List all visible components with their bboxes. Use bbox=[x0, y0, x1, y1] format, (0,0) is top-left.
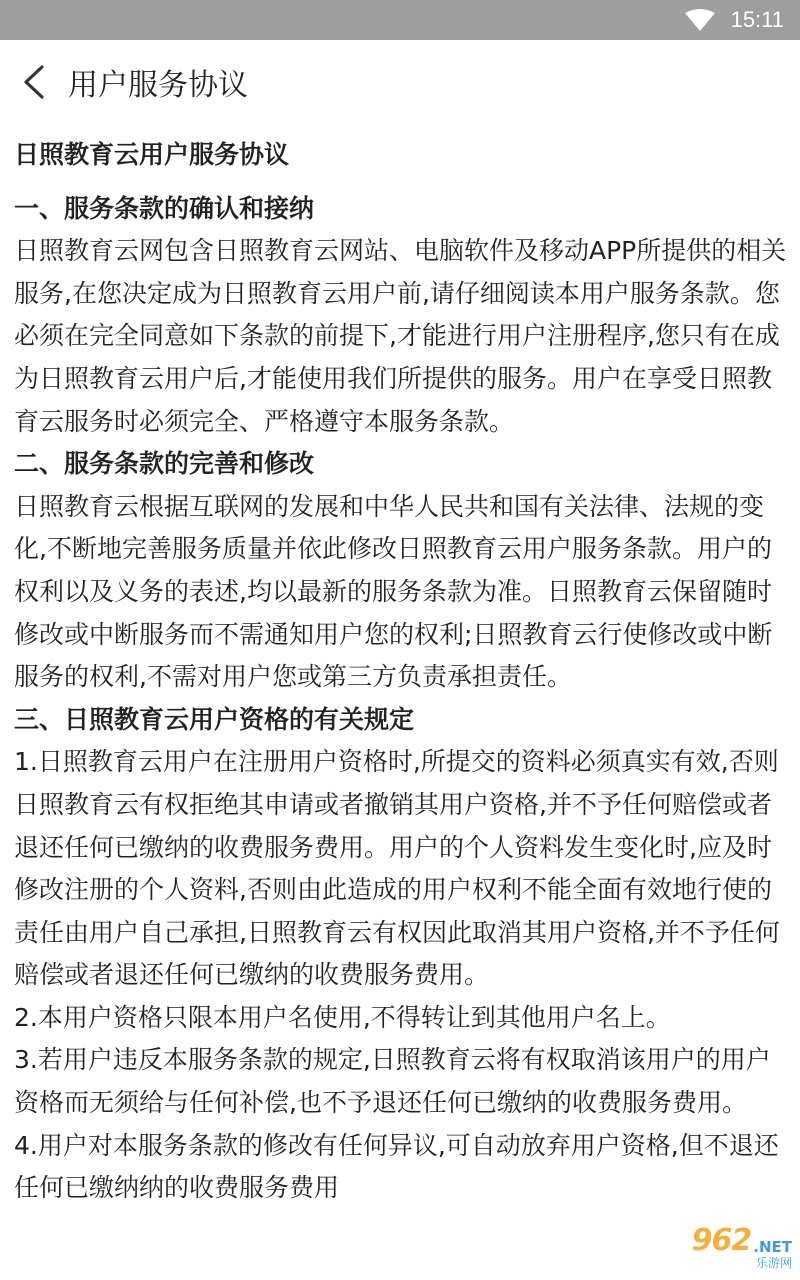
section-3-item-2: 2.本用户资格只限本用户名使用,不得转让到其他用户名上。 bbox=[14, 1002, 671, 1032]
section-heading-1: 一、服务条款的确认和接纳 bbox=[14, 193, 315, 223]
back-button[interactable] bbox=[4, 40, 64, 124]
section-3-item-1: 1.日照教育云用户在注册用户资格时,所提交的资料必须真实有效,否则日照教育云有权拒绝其申请或者撤销其用户资格,并不予任何赔偿或者退还任何已缴纳的收费服务费用。用户的个人资料发生变化时,应及时修改注册的个人资料,否则由此造成的用户权利不能全面有效地行使的责任由用户自己承担,日照教育云有权因此取消其用户资格,并不予任何赔偿或者退还任何已缴纳的收费服务费用。 bbox=[14, 747, 780, 990]
watermark-suffix: .NET bbox=[753, 1238, 792, 1256]
page-title: 用户服务协议 bbox=[68, 68, 248, 103]
watermark-number: 962 bbox=[691, 1223, 752, 1258]
status-bar bbox=[0, 0, 800, 40]
section-heading-3: 三、日照教育云用户资格的有关规定 bbox=[14, 704, 415, 734]
toolbar bbox=[0, 40, 800, 124]
wifi-icon bbox=[685, 9, 715, 31]
status-time: 15:11 bbox=[730, 7, 784, 32]
agreement-content[interactable] bbox=[14, 134, 790, 1210]
section-body-1: 日照教育云网包含日照教育云网站、电脑软件及移动APP所提供的相关服务,在您决定成为日照教育云用户前,请仔细阅读本用户服务条款。您必须在完全同意如下条款的前提下,才能进行用户注册程序,您只有在成为日照教育云用户后,才能使用我们所提供的服务。用户在享受日照教育云服务时必须完全、严格遵守本服务条款。 bbox=[14, 236, 787, 436]
section-3-item-3: 3.若用户违反本服务条款的规定,日照教育云将有权取消该用户的用户资格而无须给与任何补偿,也不予退还任何已缴纳的收费服务费用。 bbox=[14, 1045, 771, 1118]
chevron-left-icon bbox=[20, 64, 48, 100]
site-watermark bbox=[662, 1223, 792, 1272]
document-title: 日照教育云用户服务协议 bbox=[14, 140, 290, 169]
section-heading-2: 二、服务条款的完善和修改 bbox=[14, 449, 315, 479]
watermark-sub: 乐游网 bbox=[755, 1256, 792, 1270]
section-body-2: 日照教育云根据互联网的发展和中华人民共和国有关法律、法规的变化,不断地完善服务质量并依此修改日照教育云用户服务条款。用户的权利以及义务的表述,均以最新的服务条款为准。日照教育云保留随时修改或中断服务而不需通知用户您的权利;日照教育云行使修改或中断服务的权利,不需对用户您或第三方负责承担责任。 bbox=[14, 491, 773, 692]
section-3-item-4: 4.用户对本服务条款的修改有任何异议,可自动放弃用户资格,但不退还任何已缴纳纳的收费服务费用 bbox=[14, 1130, 779, 1203]
